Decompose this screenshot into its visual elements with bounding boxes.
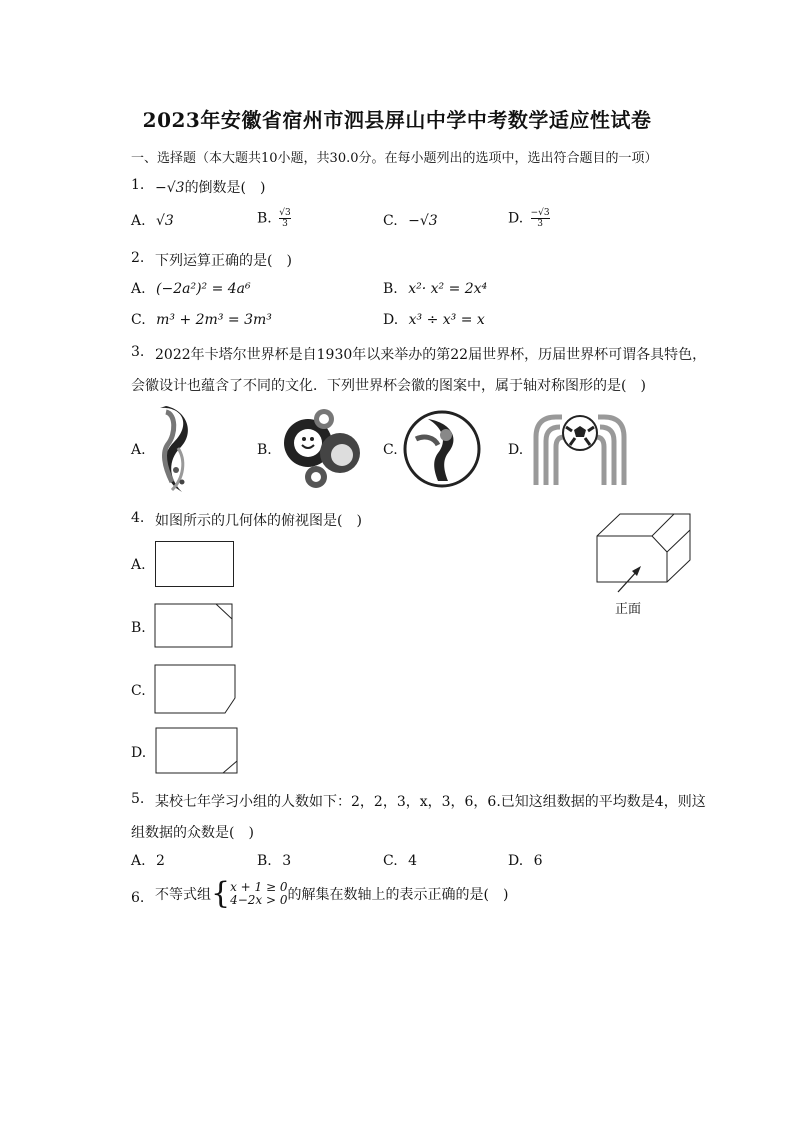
emblem-argentina-1978-image[interactable]: [530, 413, 630, 485]
q5-option-d[interactable]: [508, 853, 543, 869]
q1-option-c-letter: C.: [383, 213, 398, 229]
q5-option-c-value: 4: [408, 853, 418, 869]
q2-option-d[interactable]: [383, 312, 485, 328]
q2-option-a-letter: A.: [131, 281, 146, 297]
q1-option-c[interactable]: [383, 213, 438, 229]
q3-option-c-letter[interactable]: C.: [383, 442, 398, 458]
q5-option-c-letter: C.: [383, 853, 398, 869]
fraction-numerator: √3: [279, 208, 291, 218]
page-title: 2023年安徽省宿州市泗县屏山中学中考数学适应性试卷: [142, 108, 652, 132]
question-1-text: 的倒数是( ): [184, 180, 266, 196]
q2-option-d-letter: D.: [383, 312, 399, 328]
q2-option-d-value: x³ ÷ x³ = x: [408, 312, 485, 328]
question-3-line-1: 2022年卡塔尔世界杯是自1930年以来举办的第22届世界杯，历届世界杯可谓各具特色，: [155, 347, 707, 363]
q1-option-b-letter: B.: [257, 210, 272, 227]
q1-option-d-fraction: [531, 208, 550, 229]
question-1-number: 1.: [131, 177, 145, 193]
emblem-world-cup-trophy-image[interactable]: [402, 409, 482, 489]
question-5-line-1: 某校七年学习小组的人数如下：2，2，3，x，3，6，6.已知这组数据的平均数是4，则这: [155, 794, 706, 810]
fraction-numerator: −√3: [530, 208, 550, 218]
q1-option-b-fraction: [279, 208, 290, 229]
q1-option-a-letter: A.: [131, 213, 146, 229]
q2-option-c-letter: C.: [131, 312, 146, 328]
emblem-germany-2006-image[interactable]: [278, 405, 364, 491]
q4-option-c-letter[interactable]: C.: [131, 683, 146, 699]
question-1-expr: −√3: [155, 180, 185, 196]
q5-option-b[interactable]: [257, 853, 291, 869]
question-6-text-a: 不等式组: [155, 887, 211, 903]
q3-option-d-letter[interactable]: D.: [508, 442, 524, 458]
q5-option-a-letter: A.: [131, 853, 146, 869]
fraction-denominator: 3: [537, 219, 544, 229]
q3-option-a-letter[interactable]: A.: [131, 442, 146, 458]
question-4-number: 4.: [131, 510, 145, 526]
q5-option-a[interactable]: [131, 853, 165, 869]
q2-option-a[interactable]: [131, 281, 251, 297]
q3-option-b-letter[interactable]: B.: [257, 442, 272, 458]
inequality-system: [230, 881, 287, 907]
q5-option-c[interactable]: [383, 853, 417, 869]
question-3-number: 3.: [131, 344, 145, 360]
section-heading: 一、选择题（本大题共10小题，共30.0分。在每小题列出的选项中，选出符合题目的一项）: [131, 151, 658, 166]
q5-option-d-letter: D.: [508, 853, 524, 869]
q4-option-a-letter[interactable]: A.: [131, 557, 146, 573]
question-5-line-2: 组数据的众数是( ): [131, 825, 254, 841]
question-2-number: 2.: [131, 250, 145, 266]
q1-option-d[interactable]: [508, 208, 550, 229]
q1-option-a-value: √3: [156, 213, 174, 229]
question-6-text-b: 的解集在数轴上的表示正确的是( ): [287, 887, 509, 903]
q1-option-a[interactable]: [131, 213, 174, 229]
question-6-number: 6.: [131, 890, 145, 906]
q2-option-b-letter: B.: [383, 281, 398, 297]
question-4-stem: 如图所示的几何体的俯视图是( ): [155, 513, 362, 529]
q4-option-b-rectangle[interactable]: [154, 603, 234, 653]
q4-option-c-rectangle[interactable]: [154, 664, 238, 720]
emblem-qatar-2022-image[interactable]: [152, 404, 198, 496]
q4-option-d-letter[interactable]: D.: [131, 745, 147, 761]
q4-front-label: 正面: [615, 602, 642, 617]
q1-option-b[interactable]: [257, 208, 291, 229]
system-brace: {: [211, 876, 231, 911]
fraction-denominator: 3: [282, 219, 288, 229]
inequality-2: 4−2x > 0: [230, 893, 288, 907]
q1-option-d-letter: D.: [508, 210, 524, 227]
q2-option-a-value: (−2a²)² = 4a⁶: [156, 281, 251, 297]
q5-option-b-value: 3: [282, 853, 292, 869]
question-2-stem: 下列运算正确的是( ): [155, 253, 292, 269]
q2-option-c[interactable]: [131, 312, 272, 328]
q4-option-d-rectangle[interactable]: [155, 727, 239, 779]
question-3-line-2: 会徽设计也蕴含了不同的文化．下列世界杯会徽的图案中，属于轴对称图形的是( ): [131, 378, 646, 394]
q2-option-c-value: m³ + 2m³ = 3m³: [156, 312, 272, 328]
inequality-1: x + 1 ≥ 0: [230, 880, 288, 894]
q4-front-arrow-icon: [612, 562, 646, 600]
q4-option-a-rectangle[interactable]: [155, 541, 234, 587]
question-1-stem: [155, 177, 266, 197]
question-5-number: 5.: [131, 791, 145, 807]
q2-option-b[interactable]: [383, 281, 487, 297]
question-6-stem: [155, 876, 509, 911]
q2-option-b-value: x²· x² = 2x⁴: [408, 281, 488, 297]
q5-option-d-value: 6: [533, 853, 543, 869]
q5-option-a-value: 2: [156, 853, 165, 869]
q5-option-b-letter: B.: [257, 853, 272, 869]
q1-option-c-value: −√3: [408, 213, 438, 229]
q4-option-b-letter[interactable]: B.: [131, 620, 146, 636]
